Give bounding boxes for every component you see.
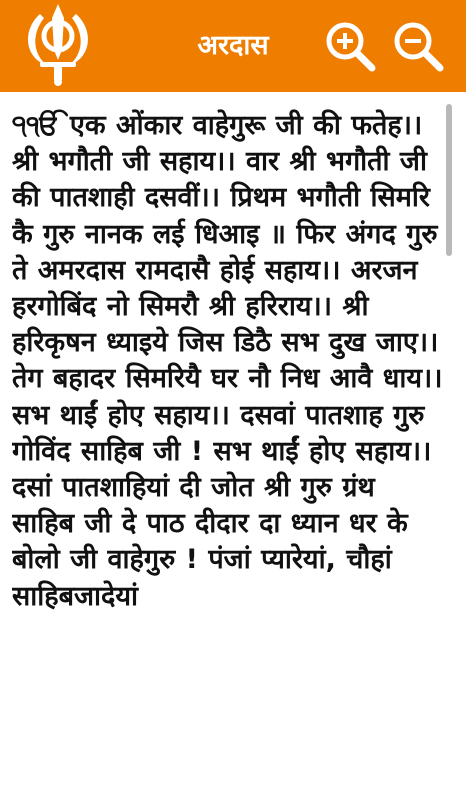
zoom-out-icon[interactable] [390,18,446,74]
prayer-text-container[interactable] [12,108,444,734]
page-title: अरदास [197,30,269,61]
app-bar [0,0,466,92]
prayer-text: ੧ੴ एक ओंकार वाहेगुरू जी की फतेह।। श्री भगौती जी सहाय।। वार श्री भगौती जी की पातशाही दसवीं।। प्रिथम भगौती सिमरि कै गुरु नानक लई धिआइ ॥ फिर अंगद गुरु ते अमरदास रामदासै होई सहाय।। अरजन हरगोबिंद नो सिमरौ श्री हरिराय।। श्री हरिकृषन ध्याइये जिस डिठै सभ दुख जाए।। तेग बहादर सिमरियै घर नौ निध आवै धाय।। सभ थाईं होए सहाय।। दसवां पातशाह गुरु गोविंद साहिब जी ! सभ थाईं होए सहाय।। दसां पातशाहियां दी जोत श्री गुरु ग्रंथ साहिब जी दे पाठ दीदार दा ध्यान धर के बोलो जी वाहेगुरु ! पंजां प्यारेयां, चौहां साहिबजादेयां [12,110,443,612]
scrollbar[interactable] [446,104,452,256]
zoom-in-icon[interactable] [322,18,378,74]
